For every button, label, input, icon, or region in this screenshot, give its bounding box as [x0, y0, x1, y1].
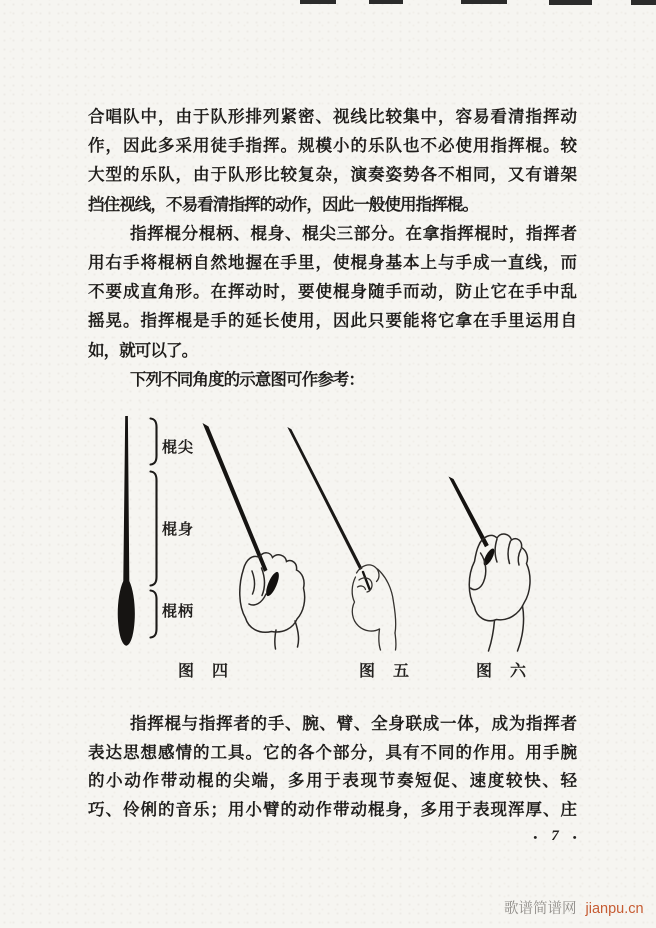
body-text-upper — [88, 102, 577, 394]
watermark-site-name: 歌谱简谱网 — [504, 901, 577, 917]
text-line: 不要成直角形。在挥动时，要使棍身随手而动，防止它在手中乱 — [88, 282, 577, 302]
label-baton-tip: 棍尖 — [162, 440, 195, 456]
baton-part-brackets — [151, 419, 157, 638]
caption-figure-six: 图 六 — [476, 663, 528, 680]
figure-six-hand-drawing — [449, 477, 531, 652]
text-line: 挡住视线，不易看清指挥的动作，因此一般使用指挥棍。 — [88, 194, 479, 214]
paragraph-4 — [88, 710, 577, 824]
scan-artifact-dash — [300, 0, 336, 4]
text-line: 大型的乐队，由于队形比较复杂，演奏姿势各不相同，又有谱架 — [88, 165, 577, 185]
label-baton-handle: 棍柄 — [162, 604, 195, 620]
text-line: 作，因此多采用徒手指挥。规模小的乐队也不必使用指挥棍。较 — [88, 136, 577, 156]
text-line: 如，就可以了。 — [88, 340, 198, 360]
page-number-dot: • — [533, 832, 538, 844]
text-line: 的小动作带动棍的尖端，多用于表现节奏短促、速度较快、轻 — [88, 771, 577, 790]
text-line: 指挥棍分棍柄、棍身、棍尖三部分。在拿指挥棍时，指挥者 — [130, 223, 577, 243]
text-line: 表达思想感情的工具。它的各个部分，具有不同的作用。用手腕 — [88, 742, 577, 762]
text-line: 巧、伶俐的音乐；用小臂的动作带动棍身，多用于表现浑厚、庄 — [88, 799, 577, 819]
figure-four-hand-drawing — [203, 423, 305, 649]
text-line: 用右手将棍柄自然地握在手里，使棍身基本上与手成一直线，而 — [88, 252, 577, 272]
body-text-lower — [88, 710, 577, 824]
scan-artifact-dash — [631, 0, 656, 5]
watermark — [504, 897, 644, 918]
text-line: 下列不同角度的示意图可作参考： — [130, 369, 365, 389]
baton-silhouette — [118, 416, 135, 646]
text-line: 合唱队中，由于队形排列紧密、视线比较集中，容易看清指挥动 — [88, 107, 577, 126]
paragraph-1 — [88, 102, 577, 219]
page-number-dot: • — [572, 832, 577, 844]
caption-figure-five: 图 五 — [359, 663, 411, 680]
scan-artifact-dash — [461, 0, 507, 4]
watermark-domain: jianpu.cn — [585, 901, 644, 917]
paragraph-2 — [88, 219, 577, 365]
figure-five-hand-drawing — [287, 427, 396, 650]
scan-artifact-dash — [369, 0, 403, 4]
scan-artifact-dash — [549, 0, 592, 5]
text-line: 指挥棍与指挥者的手、腕、臂、全身联成一体，成为指挥者 — [130, 714, 577, 733]
page-number — [505, 828, 605, 848]
baton-figure — [0, 400, 656, 700]
page-number-value: 7 — [551, 828, 559, 844]
paragraph-3 — [88, 365, 577, 394]
text-line: 摇晃。指挥棍是手的延长使用，因此只要能将它拿在手里运用自 — [88, 311, 577, 331]
caption-figure-four: 图 四 — [178, 663, 230, 680]
label-baton-body: 棍身 — [162, 522, 195, 538]
